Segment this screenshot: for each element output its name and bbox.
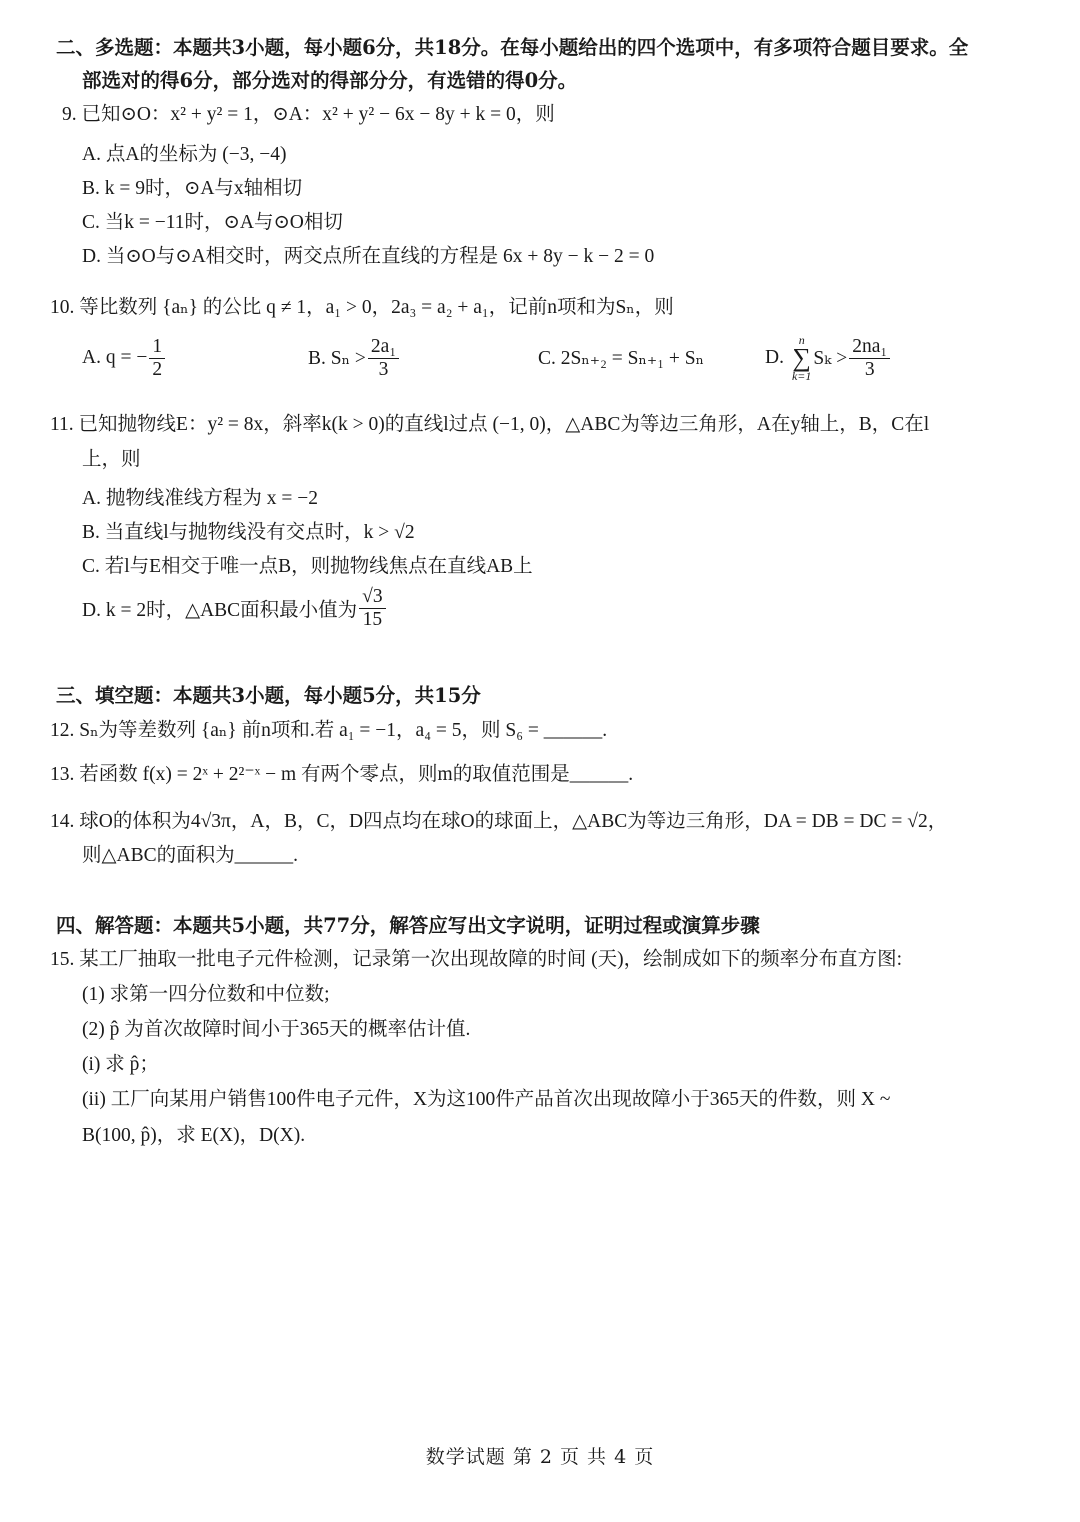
section3-heading: 三、填空题：本题共3小题，每小题5分，共15分 bbox=[56, 684, 481, 707]
section4-heading: 四、解答题：本题共5小题，共77分，解答应写出文字说明，证明过程或演算步骤 bbox=[56, 914, 760, 937]
q11-option-d-row bbox=[82, 584, 388, 632]
q11-option-b: B. 当直线l与抛物线没有交点时，k > √2 bbox=[82, 522, 415, 543]
q15-part-2: (2) p̂ 为首次故障时间小于365天的概率估计值. bbox=[82, 1019, 471, 1040]
q11-option-a: A. 抛物线准线方程为 x = −2 bbox=[82, 488, 318, 509]
q9-stem: 9. 已知⊙O：x² + y² = 1，⊙A：x² + y² − 6x − 8y + k = 0，则 bbox=[62, 104, 555, 125]
q15-part-ii-cont: B(100, p̂)，求 E(X)，D(X). bbox=[82, 1125, 306, 1146]
q10-options bbox=[82, 334, 1042, 382]
q10-option-d bbox=[765, 334, 892, 382]
q15-part-ii: (ii) 工厂向某用户销售100件电子元件，X为这100件产品首次出现故障小于365天的件数，则 X ~ bbox=[82, 1089, 891, 1110]
summation-upper-limit: n bbox=[798, 333, 805, 347]
q10-option-a-fraction bbox=[149, 336, 165, 381]
fraction-denominator: 3 bbox=[864, 358, 875, 380]
q10-option-d-label: D. bbox=[765, 347, 784, 368]
q11-option-c: C. 若l与E相交于唯一点B，则抛物线焦点在直线AB上 bbox=[82, 556, 533, 577]
q11-option-d bbox=[82, 584, 1042, 632]
q15-part-i: (i) 求 p̂； bbox=[82, 1054, 159, 1075]
q9-option-c: C. 当k = −11时，⊙A与⊙O相切 bbox=[82, 212, 343, 233]
fraction-numerator: 2a₁ bbox=[368, 336, 399, 359]
q13: 13. 若函数 f(x) = 2ˣ + 2²⁻ˣ − m 有两个零点，则m的取值范围是______. bbox=[50, 764, 634, 785]
q9-option-b: B. k = 9时，⊙A与x轴相切 bbox=[82, 178, 303, 199]
q11-stem: 11. 已知抛物线E：y² = 8x，斜率k(k > 0)的直线l过点 (−1, 0)，△ABC为等边三角形，A在y轴上，B，C在l bbox=[50, 414, 930, 435]
q10-option-b-text: B. Sₙ > bbox=[308, 348, 366, 369]
fraction-numerator: 1 bbox=[149, 336, 165, 359]
summation-lower-limit: k=1 bbox=[791, 369, 812, 383]
section2-heading-cont: 部选对的得6分，部分选对的得部分分，有选错的得0分。 bbox=[82, 69, 578, 92]
q10-option-a bbox=[82, 334, 167, 382]
fraction-denominator: 15 bbox=[362, 608, 383, 630]
q10-option-a-text: A. q = − bbox=[82, 347, 148, 368]
q10-option-b-fraction bbox=[368, 336, 399, 381]
fraction-denominator: 3 bbox=[378, 358, 389, 380]
q11-option-d-text: D. k = 2时，△ABC面积最小值为 bbox=[82, 600, 358, 621]
q12: 12. Sₙ为等差数列 {aₙ} 前n项和.若 a₁ = −1，a₄ = 5，则 S₆ = ______. bbox=[50, 720, 608, 741]
fraction-numerator: √3 bbox=[359, 586, 385, 609]
q10-option-c-text: C. 2Sₙ₊₂ = Sₙ₊₁ + Sₙ bbox=[538, 348, 705, 369]
q9-option-a: A. 点A的坐标为 (−3, −4) bbox=[82, 144, 287, 165]
q10-stem: 10. 等比数列 {aₙ} 的公比 q ≠ 1，a₁ > 0，2a₃ = a₂ + a₁，记前n项和为Sₙ，则 bbox=[50, 297, 674, 318]
q15-stem: 15. 某工厂抽取一批电子元件检测，记录第一次出现故障的时间 (天)，绘制成如下的频率分布直方图: bbox=[50, 949, 903, 970]
summation-symbol bbox=[792, 334, 811, 382]
sigma-glyph: ∑ bbox=[792, 343, 811, 372]
q10-option-d-text: Sₖ > bbox=[813, 348, 848, 369]
q11-stem-cont: 上，则 bbox=[82, 449, 141, 470]
page-footer: 数学试题 第 2 页 共 4 页 bbox=[425, 1446, 655, 1468]
q11-option-d-fraction bbox=[359, 586, 385, 631]
q15-part-1: (1) 求第一四分位数和中位数; bbox=[82, 984, 330, 1005]
section2-heading: 二、多选题：本题共3小题，每小题6分，共18分。在每小题给出的四个选项中，有多项符合题目要求。全 bbox=[56, 36, 969, 59]
q9-option-d: D. 当⊙O与⊙A相交时，两交点所在直线的方程是 6x + 8y − k − 2 = 0 bbox=[82, 246, 655, 267]
q14-cont: 则△ABC的面积为______. bbox=[82, 845, 298, 866]
q10-option-d-fraction bbox=[849, 336, 890, 381]
q10-option-b bbox=[308, 334, 401, 382]
fraction-denominator: 2 bbox=[152, 358, 163, 380]
fraction-numerator: 2na₁ bbox=[849, 336, 890, 359]
q14: 14. 球O的体积为4√3π，A，B，C，D四点均在球O的球面上，△ABC为等边三角形，DA = DB = DC = √2， bbox=[50, 811, 948, 832]
q10-option-c bbox=[538, 334, 704, 382]
